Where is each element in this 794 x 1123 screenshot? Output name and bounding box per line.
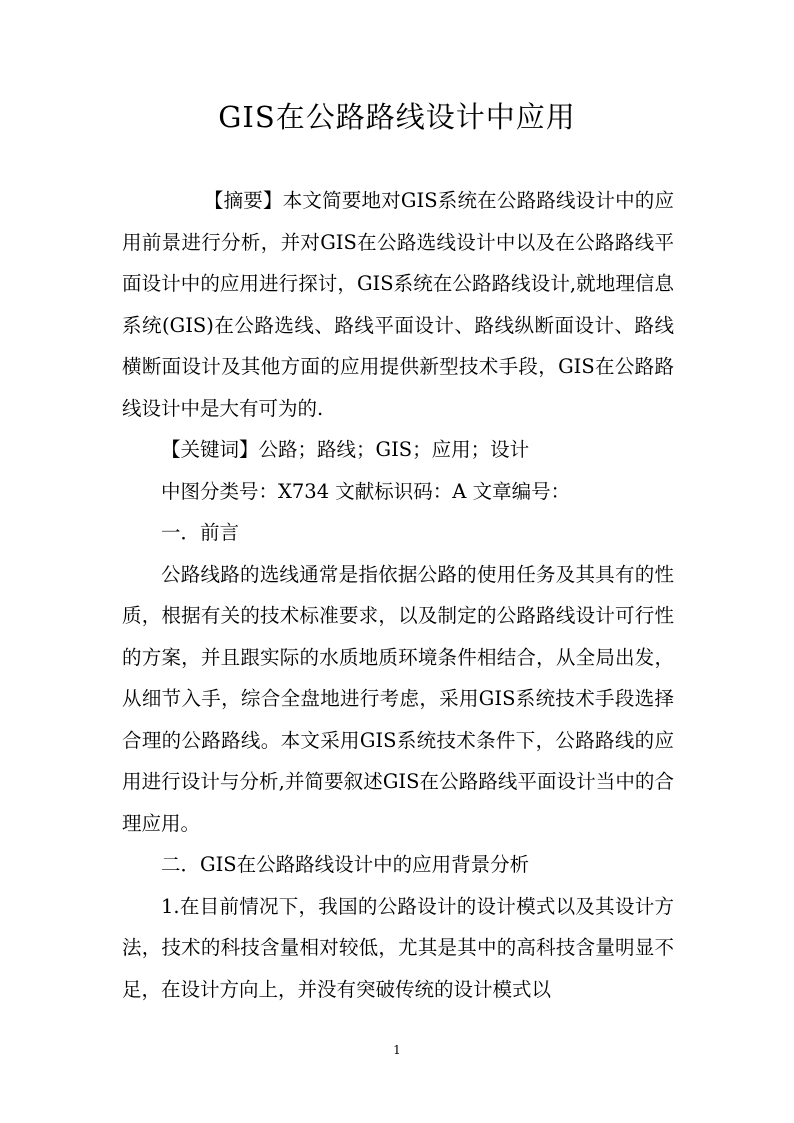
section-heading-background: 二．GIS在公路路线设计中的应用背景分析	[161, 853, 530, 876]
body-paragraph: 公路线路的选线通常是指依据公路的使用任务及其具有的性质，根据有关的技术标准要求，以及制定的公路路线设计可行性的方案，并且跟实际的水质地质环境条件相结合，从全局出发，从细节入手，综合全盘地进行考虑，采用GIS系统技术手段选择合理的公路路线。本文采用GIS系统技术条件下，公路路线的应用进行设计与分析,并简要叙述GIS在公路路线平面设计当中的合理应用。	[122, 562, 674, 835]
document-body	[122, 180, 674, 1010]
section-heading-preface: 一．前言	[161, 521, 240, 544]
body-paragraph: 1.在目前情况下，我国的公路设计的设计模式以及其设计方法，技术的科技含量相对较低，尤其是其中的高科技含量明显不足，在设计方向上，并没有突破传统的设计模式以	[122, 894, 674, 1001]
document-title: GIS在公路路线设计中应用	[218, 100, 576, 134]
page-number: 1	[393, 1043, 401, 1057]
classification-paragraph: 中图分类号：X734 文献标识码：A 文章编号：	[161, 479, 571, 503]
keywords-paragraph: 【关键词】公路；路线；GIS；应用；设计	[161, 438, 530, 461]
abstract-paragraph: 【摘要】本文简要地对GIS系统在公路路线设计中的应用前景进行分析，并对GIS在公路选线设计中以及在公路路线平面设计中的应用进行探讨，GIS系统在公路路线设计,就地理信息系统(GIS)在公路选线、路线平面设计、路线纵断面设计、路线横断面设计及其他方面的应用提供新型技术手段，GIS在公路路线设计中是大有可为的.	[122, 189, 674, 420]
